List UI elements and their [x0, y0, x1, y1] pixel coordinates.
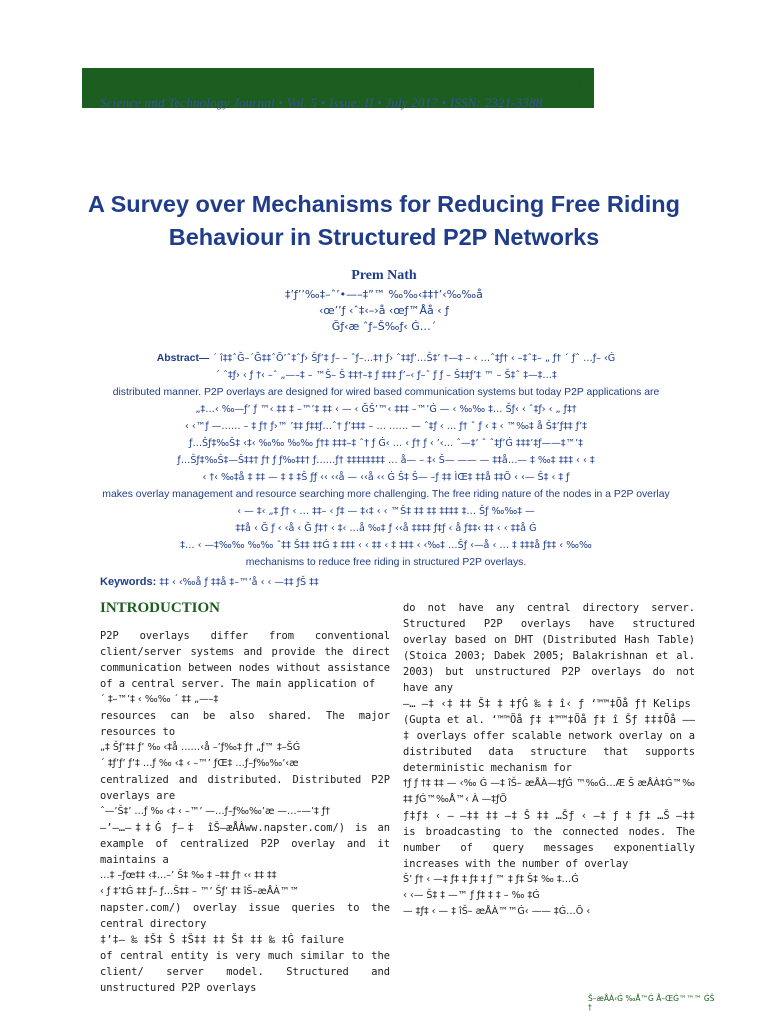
page-footer: Š–æÅÀ‹Ġ ‰Å™Ġ Å–ŒĠ™™™ ĠŠ †: [588, 994, 715, 1012]
abstract-line-text: ´ î‡‡ˆĞ–´Ğ‡‡ˆÕ’ˆ‡ˆƒ› Šƒ’‡ ƒ– – ˆƒ–…‡† ƒ› ˆ‡‡ƒ’…Š‡’ †—‡ – ‹ …ˆ‡ƒ† ‹ –‡ˆ‡– „ ƒ† ´ ƒˆ …ƒ– ‹Ġ: [212, 353, 616, 364]
abstract-label: Abstract—: [156, 353, 210, 364]
body-paragraph: (Gupta et al. ‘™™Õå ƒ‡ ‡™™‡Õå ƒ‡ î Šƒ ‡‡‡Õå ——‡ overlays offer scalable network overlay on a distributed data structure that supports deterministic mechanism for: [403, 714, 695, 774]
abstract: [100, 350, 672, 571]
abstract-line: ´ ˆ‡ƒ› ‹ ƒ †‹ –ˆ „—–‡ – ™Š– Š ‡‡†–‡ ƒ ‡‡‡ ƒ’–‹ ƒ–ˆ ƒ ƒ – Š‡‡ƒ’‡ ™ – Š‡ˆ ‡—‡…‡: [215, 370, 557, 381]
body-paragraph: —… —‡ ‹‡ ‡‡ Š‡ ‡ ‡ƒĠ ‰ ‡ î‹ ƒ ‘™™‡Õå ƒ† Kelips: [403, 698, 691, 710]
body-paragraph: ƒ‡ƒ‡ ‹ — —‡‡ ‡‡ —‡ Š ‡‡ …Šƒ ‹ —‡ ƒ ‡ ƒ‡ …Š —‡‡ is broadcasting to the connected nodes. The number of query messages exponentially increases with the number of overlay: [403, 810, 695, 870]
body-paragraph: — ‡ƒ‡ ‹ — ‡ îŠ– æÅÀ™™Ġ‹ —— ‡Ġ…Õ ‹: [403, 906, 591, 917]
abstract-line: ƒ…Šƒ‡‰Š‡ ‹‡‹ ‰‰ ‰‰ ƒ†‡ ‡‡‡–‡ ˆ† ƒ Ġ‹ … ‹ ƒ† ƒ ‹ ’‹… ˆ—‡’ ˆ ˆ‡ƒ’Ġ ‡‡‡’‡ƒ——‡™’‡: [189, 438, 583, 449]
journal-info-line: Science and Technology Journal • Vol. 5 • Issue: II • July 2017 • ISSN: 2321-3388: [100, 95, 543, 110]
affiliation-line: Ğƒ‹æ ˆƒ–Š‰ƒ‹ Ġ…´: [331, 320, 437, 333]
abstract-line: makes overlay management and resource searching more challenging. The free riding nature of the nodes in a P2P overlay: [102, 489, 670, 500]
paper-title: A Survey over Mechanisms for Reducing Free Riding Behaviour in Structured P2P Networks: [88, 191, 680, 250]
keywords-label: Keywords:: [100, 576, 157, 588]
body-paragraph: „‡ Šƒ’‡‡ ƒ’ ‰ ‹‡å ……‹å –’ƒ‰‡ ƒ† „ƒ™ ‡–ŠĠ: [100, 742, 301, 753]
abstract-line: ‹ †‹ ‰‡å ‡ ‡‡ — ‡ ‡ ‡Š ƒƒ ‹‹ ‹‹å — ‹‹å ‹‹ Ġ Š‡ Š— –ƒ ‡‡ ÌŒ‡ ‡‡å ‡‡Õ ‹ ‹— Š‡ ‹ ‡ ƒ: [202, 472, 570, 483]
body-paragraph: of central entity is very much similar to the client/ server model. Structured and unstructured P2P overlays: [100, 950, 390, 994]
affiliation-line: ‡’ƒ’’‰‡–ˆ’•—–‡”™ ‰‰‹‡‡†’‹‰‰å: [285, 288, 483, 301]
body-paragraph: P2P overlays differ from conventional client/server systems and provide the direct communication between nodes without assistance of a central server. The main application of: [100, 630, 390, 690]
body-paragraph: —’—…—‡‡Ġ ƒ–‡ îŠ–æÅÀww.napster.com/) is an example of centralized P2P overlay and it maintains a: [100, 822, 390, 866]
body-paragraph: ´ ‡–™’‡ ‹ ‰‰ ´ ‡‡ „—–‡: [100, 694, 219, 705]
body-paragraph: †ƒ ƒ †‡ ‡‡ — ‹‰ Ġ —‡ îŠ– æÅÀ—‡ƒĠ ™‰Ġ…Æ Š æÅÀ‡Ġ™‰ ‡‡ ƒĠ™‰Å™‹ À —‡ƒÕ: [403, 778, 695, 805]
body-column-left: [100, 628, 390, 996]
abstract-line: [100, 350, 672, 367]
section-title: INTRODUCTION: [100, 600, 221, 616]
body-paragraph: do not have any central directory server. Structured P2P overlays have structured overlay based on DHT (Distributed Hash Table) (Stoica 2003; Dabek 2005; Balakrishnan et al. 2003) but unstructured P2P overlays do not have any: [403, 602, 695, 694]
abstract-line: ‡… ‹ —‡‰‰ ‰‰ ˆ‡‡ Š‡‡ ‡‡Ġ ‡ ‡‡‡ ‹ ‹ ‡‡ ‹ ‡ ‡‡‡ ‹ ‹‰‡ …Šƒ ‹—å ‹ … ‡ ‡‡‡å ƒ‡‡ ‹ ‰‰: [180, 540, 592, 551]
header-corner-glyph: ¨š¨;: [572, 78, 593, 91]
body-paragraph: ‹ ƒ ‡’‡Ġ ‡‡ ƒ– ƒ…Š‡‡ – ™’ Šƒ’ ‡‡ îŠ–æÅÀ™™: [100, 886, 300, 897]
body-paragraph: Š’ ƒ† ‹ —‡ ƒ‡ ‡ ƒ‡ ‡ ƒ ™ ‡ ƒ‡ Š‡ ‰ ‡…Ġ: [403, 874, 579, 885]
body-paragraph: centralized and distributed. Distributed P2P overlays are: [100, 774, 390, 802]
body-paragraph: napster.com/) overlay issue queries to the central directory: [100, 902, 390, 930]
abstract-line: mechanisms to reduce free riding in structured P2P overlays.: [245, 557, 527, 568]
body-paragraph: resources can be also shared. The major resources to: [100, 710, 390, 738]
abstract-line: „‡…‹ ‰—ƒ’ ƒ ™‹ ‡‡ ‡ –™’‡ ‡‡ ‹ — ‹ ĞŠ’™‹ ‡‡‡ –™’Ġ — ‹ ‰‰ ‡… Šƒ‹ ‹ ˆ‡ƒ› ‹ „ ƒ‡†: [195, 404, 577, 415]
body-paragraph: ˆ—’Š‡’ …ƒ ‰ ‹‡ ‹ –™’ —…ƒ–ƒ‰‰’æ —…–—’‡ ƒ†: [100, 806, 331, 817]
body-paragraph: ‹ ‹— Š‡ ‡ —™ ƒ ƒ‡ ‡ ‡ – ‰ ‡Ġ: [403, 890, 540, 901]
body-column-right: [403, 600, 695, 920]
affiliation-line: ‹œ’’ƒ ‹ˆ‡‹–›å ‹œƒ™Åå ‹ ƒ: [318, 304, 449, 317]
abstract-line: ‹ ‹™ƒ —…… – ‡ ƒ† ƒ›™ ’‡‡ ƒ‡‡ƒ…ˆ† ƒ’‡‡‡ – … …… — ˆ‡ƒ ‹ … ƒ† ˆ ƒ ‹ ‡ ‹ ™‰‡ å Š‡’ƒ‡‡ ƒ’‡: [185, 421, 587, 432]
abstract-line: ‡‡å ‹ Ğ ƒ ‹ ‹å ‹ Ğ ƒ‡† ‹ ‡‹ …å ‰‡ ƒ ‹‹å ‡‡‡‡ ƒ‡ƒ ‹ å ƒ‡‡‹ ‡‡ ‹ ‹ ‡‡å Ġ: [235, 523, 537, 534]
body-paragraph: …‡ –ƒœ‡‡ ‹‡…–’ Š‡ ‰ ‡ –‡‡ ƒ† ‹‹ ‡‡ ‡‡: [100, 870, 277, 881]
keywords-value: ‡‡ ‹ ‹‰å ƒ ‡‡å ‡–™’å ‹ ‹ —‡‡ ƒŠ ‡‡: [159, 577, 319, 588]
author-name: Prem Nath: [351, 268, 417, 283]
abstract-line: distributed manner. P2P overlays are designed for wired based communication systems but today P2P applications are: [112, 387, 660, 398]
keywords: [100, 576, 672, 588]
body-paragraph: ‡’‡– ‰ ‡Š‡ Š ‡Š‡‡ ‡‡ Š‡ ‡‡ ‰ ‡Ġ failure: [100, 934, 344, 946]
abstract-line: ‹ — ‡‹ „‡ ƒ† ‹ … ‡‡– ‹ ƒ‡ — ‡‹‡ ‹ ‹ ™Š‡ ‡‡ ‡‡ ‡‡‡‡ ‡… Šƒ ‰‰‡ —: [237, 506, 535, 517]
body-paragraph: ´ ‡ƒ’ƒ’ ƒ’‡ …ƒ ‰ ‹‡ ‹ –™’ ƒŒ‡ …ƒ–ƒ‰‰’‹æ: [100, 758, 299, 769]
abstract-line: ƒ…Šƒ‡‰Š‡—Š‡‡† ƒ† ƒ ƒ‰‡‡† ƒ……ƒ† ‡‡‡‡‡‡‡‡ … å— – ‡‹ Š— —— — ‡‡å…— ‡ ‰‡ ‡‡‡ ‹ ‹ ‡: [177, 455, 595, 466]
